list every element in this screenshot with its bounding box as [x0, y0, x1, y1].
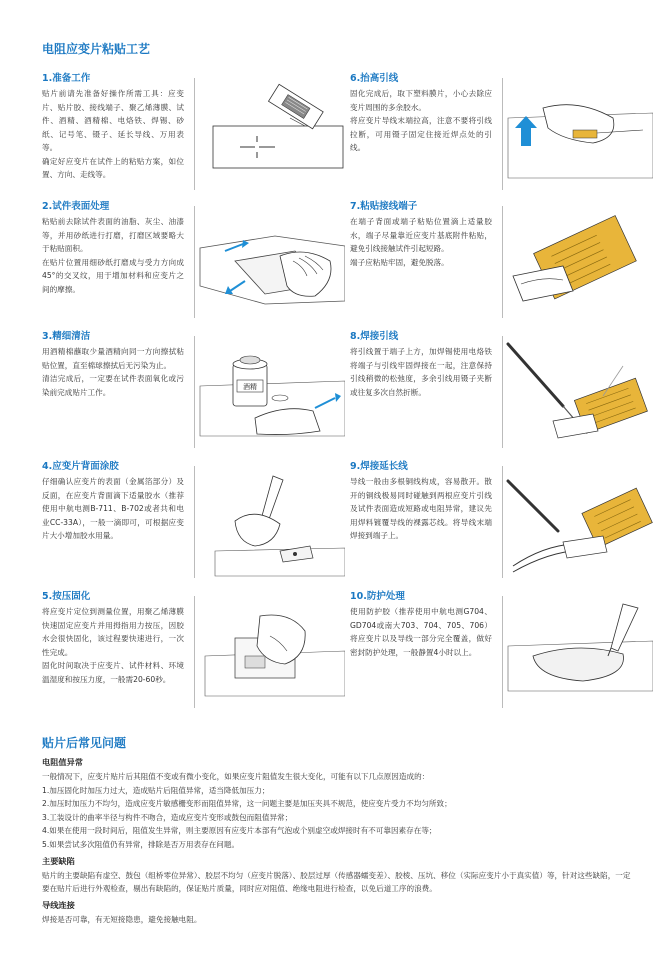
pressing-illustration: [194, 596, 345, 708]
step-heading: 7.粘贴接线端子: [350, 201, 418, 212]
step-6: [350, 70, 655, 192]
step-7: [350, 198, 655, 320]
step-heading: 10.防护处理: [350, 591, 405, 602]
alcohol-cleaning-illustration: [194, 336, 345, 448]
faq-line: 2.加压时加压力不均匀，造成应变片敏感栅变形而阻值异常，这一问题主要是加压夹具不规范，使应变片受力不均匀所致；: [42, 799, 452, 809]
faq-heading: 导线连接: [42, 899, 75, 910]
step-heading: 6.抬高引线: [350, 73, 399, 84]
step-10: [350, 588, 655, 710]
faq-heading: 主要缺陷: [42, 855, 75, 866]
faq-section: [42, 734, 632, 926]
step-body: 仔细确认应变片的表面（金属箔部分）及反面，在应变片背面滴下适量胶水（推荐使用中航电测B-711、B-702或者共和电业CC-33A），一般一滴即可，可根据应变片大小增加胶水用量。: [42, 477, 184, 540]
step-heading: 1.准备工作: [42, 73, 91, 84]
step-4: [42, 458, 347, 580]
step-3: [42, 328, 347, 450]
step-5: [42, 588, 347, 710]
faq-title: 贴片后常见问题: [42, 736, 127, 750]
faq-heading: 电阻值异常: [42, 757, 83, 767]
faq-line: 4.如果在使用一段时间后，阻值发生异常，则主要原因有应变片本部有气泡或个别虚空或焊接时有不可靠因素存在等；: [42, 826, 437, 836]
step-body: 使用防护胶（推荐使用中航电测G704、GD704或南大703、704、705、706）将应变片以及导线一部分完全覆盖，做好密封防护处理，一般静置4小时以上。: [350, 607, 492, 657]
extension-wire-illustration: [502, 466, 653, 578]
step-heading: 2.试件表面处理: [42, 201, 110, 212]
lead-lifting-illustration: [502, 78, 653, 190]
faq-line: 3.工装设计的曲率半径与构件不吻合，造成应变片变形或鼓包而阻值异常；: [42, 812, 293, 822]
step-body: 固化完成后，取下塑料膜片，小心去除应变片周围的多余胶水。 将应变片导线末端拉高，注意不要将引线拉断，可用镊子固定住接近焊点处的引线。: [350, 89, 492, 152]
page-title: 电阻应变片粘贴工艺: [42, 42, 151, 56]
step-heading: 3.精细清洁: [42, 331, 91, 342]
soldering-illustration: [502, 336, 653, 448]
step-9: [350, 458, 655, 580]
step-heading: 5.按压固化: [42, 591, 91, 602]
faq-line: 焊接是否可靠，有无短接隐患，避免接触电阻。: [42, 914, 202, 924]
faq-line: 贴片的主要缺陷有虚空、鼓包（组桥零位异常）、胶层不均匀（应变片脱落）、胶层过厚（传感器蠕变差）、胶棱、压坑、移位（实际应变片小于真实值）等，针对这些缺陷，一定要在贴片后进行外观检查，剔出有缺陷的，保证贴片质量，同时应对阻值、绝缘电阻进行检查，以免后道工序的浪费。: [42, 870, 631, 894]
jar-label: 酒精: [243, 383, 257, 391]
faq-line: 一般情况下，应变片贴片后其阻值不变或有微小变化，如果应变片阻值发生很大变化，可能有以下几点原因造成的：: [42, 772, 430, 781]
strain-gauge-illustration: [194, 78, 345, 190]
step-8: [350, 328, 655, 450]
step-body: 将引线置于端子上方，加焊锡使用电烙铁将端子与引线牢固焊接在一起，注意保持引线稍微的松弛度，多余引线用镊子夹断或往复多次自然折断。: [350, 347, 492, 397]
step-1: [42, 70, 347, 192]
step-body: 导线一般由多根铜线构成，容易散开。散开的铜线极易同时碰触到两根应变片引线及试件表面造成短路或电阻异常，建议先用焊料镀覆导线的裸露芯线。将导线末端焊接到端子上。: [350, 477, 492, 540]
step-2: [42, 198, 347, 320]
faq-line: 1.加压固化时加压力过大，造成贴片后阻值异常，适当降低加压力；: [42, 785, 270, 795]
step-heading: 4.应变片背面涂胶: [42, 461, 119, 472]
step-body: 在端子背面或端子粘贴位置滴上适量胶水，端子尽量靠近应变片基底附件粘贴，避免引线接触试件引起短路。 端子应粘贴牢固，避免脱落。: [350, 217, 492, 267]
step-body: 粘贴前去除试件表面的油脂、灰尘、油漆等，并用砂纸进行打磨，打磨区域要略大于粘贴面积。 在贴片位置用细砂纸打磨成与受力方向成45°的交叉纹，用于增加材料和应变片之间的摩擦。: [42, 217, 184, 294]
faq-line: 5.如果尝试多次阻值仍有异常，排除是否万用表存在问题。: [42, 839, 240, 849]
protection-illustration: [502, 596, 653, 708]
sanding-illustration: [194, 206, 345, 318]
step-body: 将应变片定位到测量位置，用聚乙烯薄膜快速固定应变片并用拇指用力按压，因胶水会很快固化，该过程要快速进行，一次性完成。 固化时间取决于应变片、试件材料、环境温湿度和按压力度，一般需20-60秒。: [42, 607, 184, 684]
glue-dropper-illustration: [194, 466, 345, 578]
step-heading: 8.焊接引线: [350, 331, 399, 342]
step-heading: 9.焊接延长线: [350, 461, 408, 472]
terminal-illustration: [502, 206, 653, 318]
step-body: 贴片前请先准备好操作所需工具：应变片、贴片胶、接线端子、聚乙烯薄膜、试件、酒精、酒精棉、电烙铁、焊锡、砂纸、记号笔、镊子、延长导线、万用表等。 确定好应变片在试件上的粘贴方案，如位置、方向、走线等。: [42, 89, 184, 179]
step-body: 用酒精棉蘸取少量酒精向同一方向擦拭粘贴位置，直至棉球擦拭后无污染为止。 清洁完成后，一定要在试件表面氧化或污染前完成贴片工作。: [42, 347, 184, 397]
